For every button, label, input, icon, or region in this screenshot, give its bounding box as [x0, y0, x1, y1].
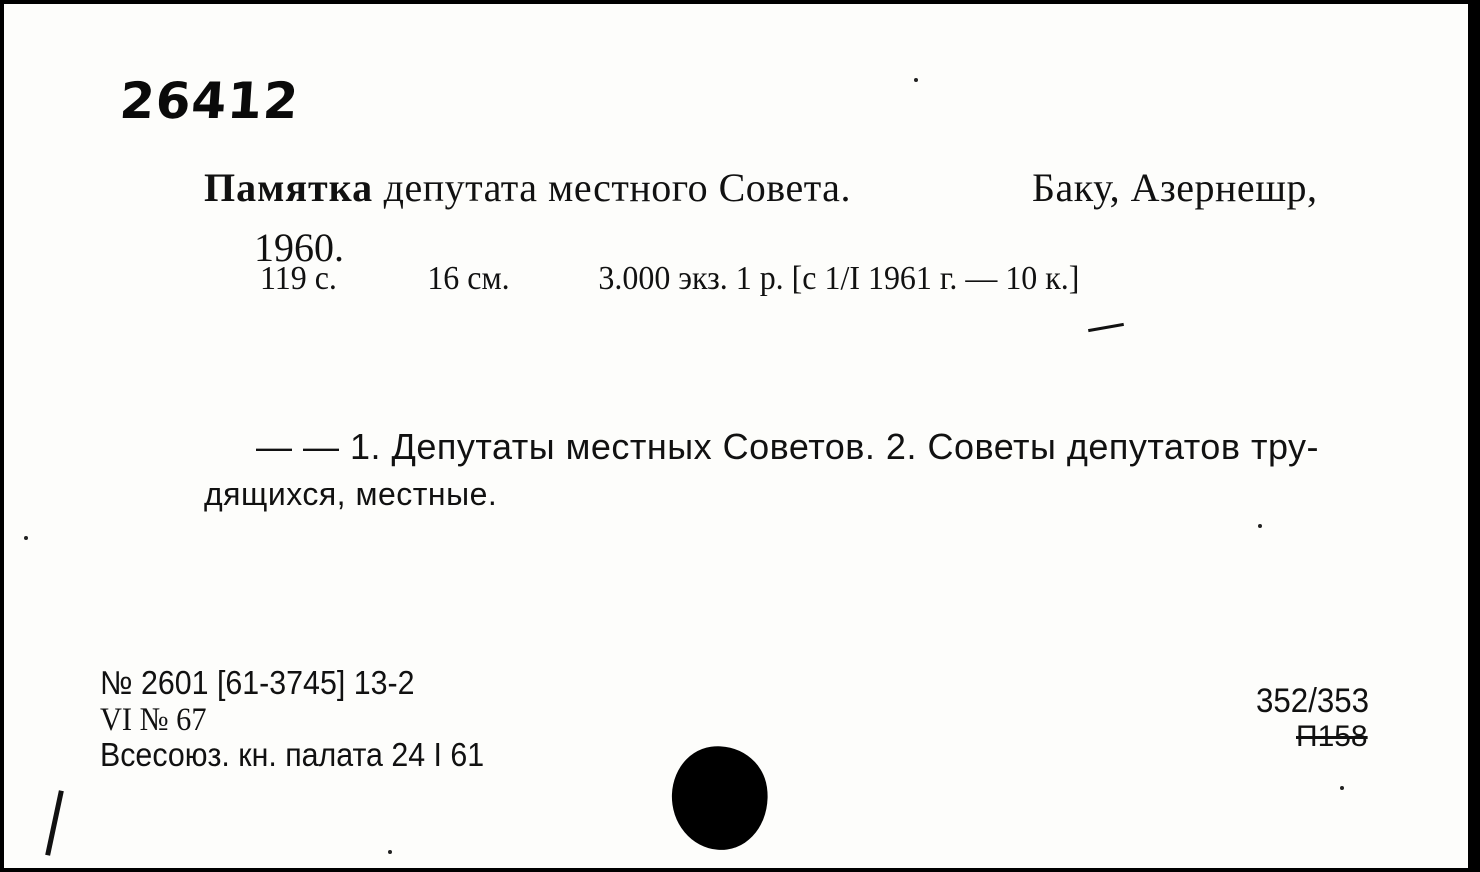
chamber-imprint: Всесоюз. кн. палата 24 I 61: [100, 736, 485, 773]
card-edge: [1468, 0, 1480, 872]
speck: [388, 850, 392, 854]
inventory-number: 26412: [117, 72, 301, 130]
title-text: депутата местного Совета.: [383, 165, 851, 210]
speck: [914, 78, 918, 82]
speck: [24, 536, 28, 540]
title-heading: Памятка: [204, 165, 374, 210]
subject-headings-line-1: — — 1. Депутаты местных Советов. 2. Советы депутатов тру-: [256, 426, 1320, 467]
author-mark: П158: [1296, 720, 1368, 753]
registration-number: № 2601 [61-3745] 13-2: [100, 664, 415, 701]
pen-stroke: [45, 790, 64, 856]
speck: [1340, 786, 1344, 790]
publication-year: 1960.: [254, 225, 344, 270]
book-size: 16 см.: [427, 260, 510, 297]
subject-headings-line-2: дящихся, местные.: [204, 476, 498, 512]
publication-place: Баку, Азернешр,: [1032, 165, 1318, 210]
registration-series: VI № 67: [100, 702, 207, 738]
punch-hole: [665, 740, 775, 856]
copies-and-price: 3.000 экз. 1 р. [с 1/I 1961 г. — 10 к.]: [598, 260, 1080, 297]
classification-code: 352/353: [1256, 682, 1370, 720]
catalog-card: [4, 4, 1468, 868]
title-line: [204, 164, 1318, 211]
speck: [1258, 524, 1262, 528]
pen-mark: [1088, 323, 1124, 332]
page-count: 119 с.: [260, 260, 337, 297]
